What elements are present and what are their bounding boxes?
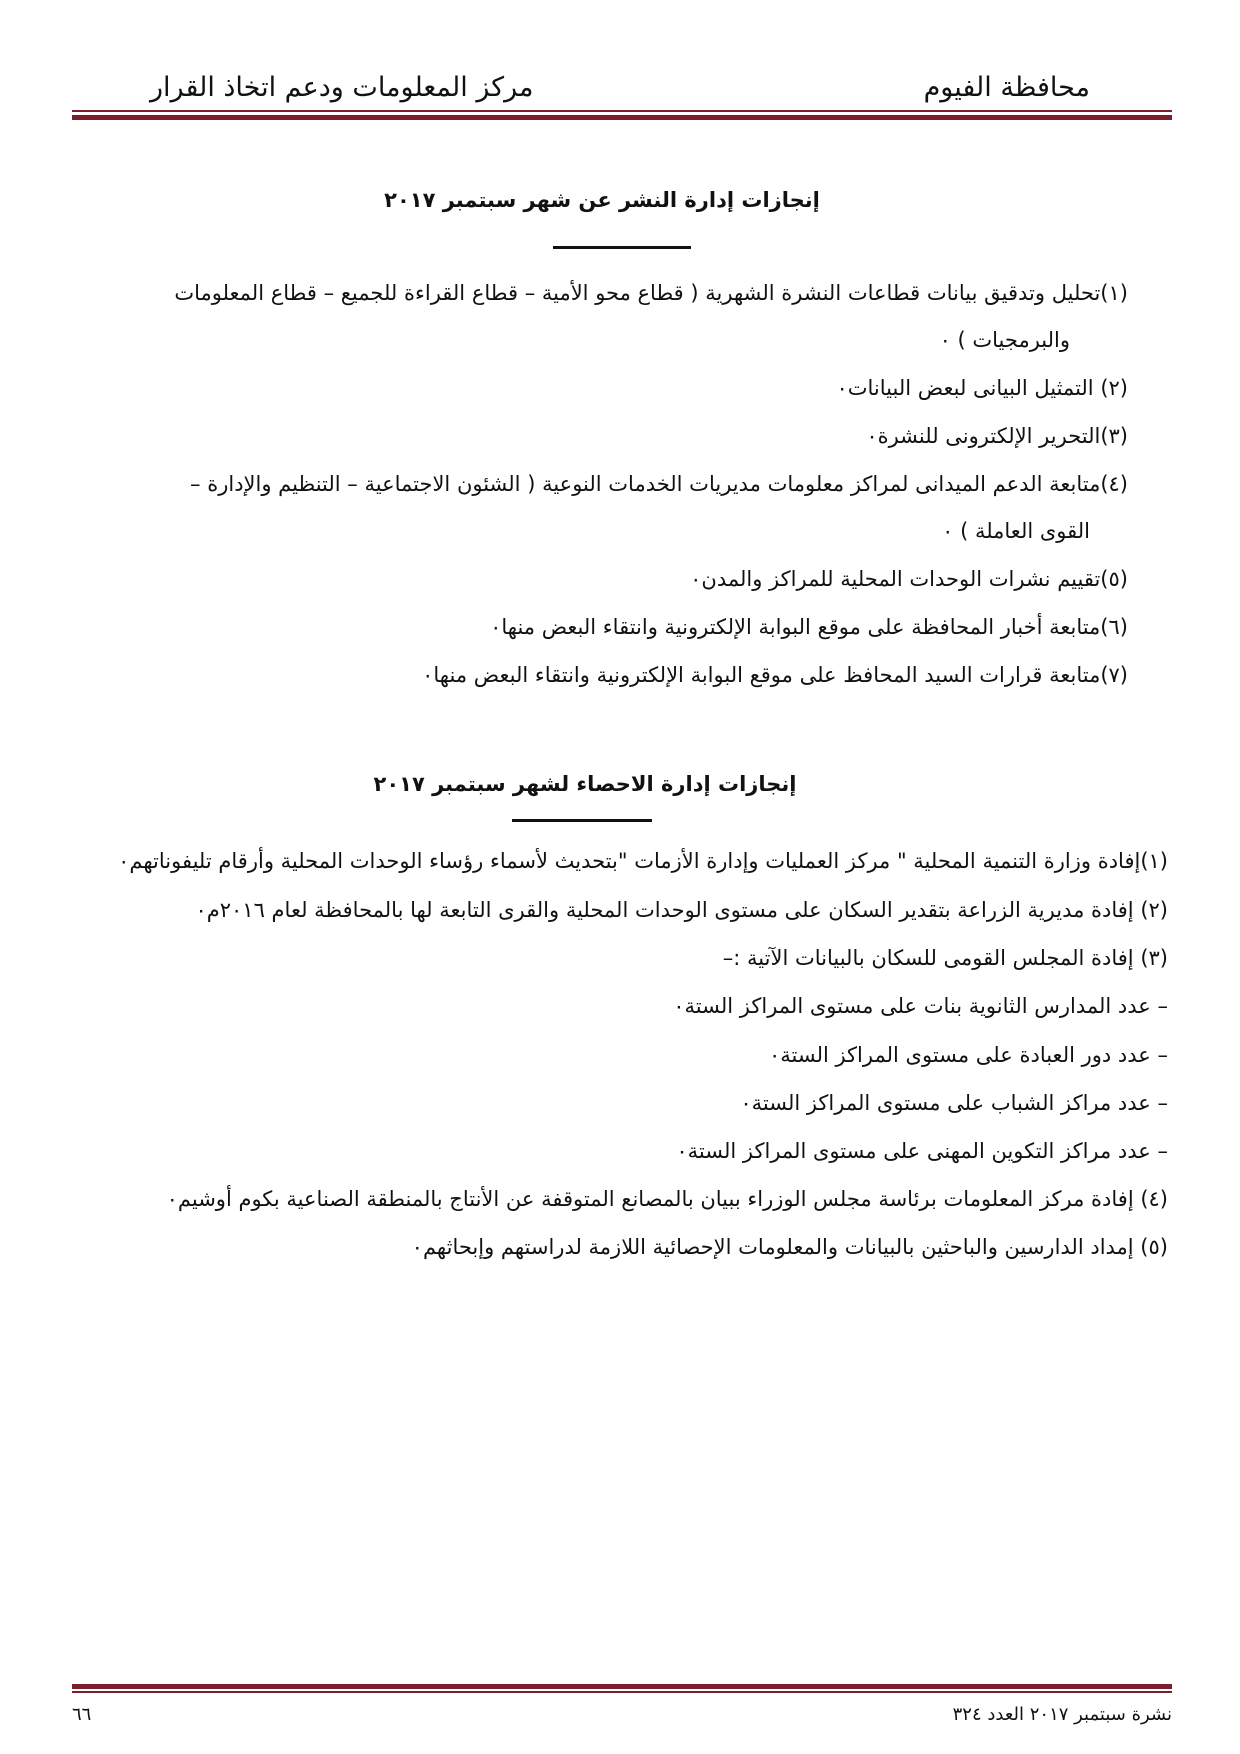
section1-item-1: (١)تحليل وتدقيق بيانات قطاعات النشرة الشهرية ( قطاع محو الأمية – قطاع القراءة للجميع – قطاع المعلومات xyxy=(174,281,1128,305)
section1-item-1-cont: والبرمجيات ) ٠ xyxy=(939,328,1070,352)
footer-rule-thick xyxy=(72,1684,1172,1689)
section1-item-4-cont: القوى العاملة ) ٠ xyxy=(942,519,1090,543)
section2-subitem-1: – عدد المدارس الثانوية بنات على مستوى المراكز الستة٠ xyxy=(673,994,1168,1018)
section1-item-5: (٥)تقييم نشرات الوحدات المحلية للمراكز والمدن٠ xyxy=(690,567,1128,591)
header-governorate: محافظة الفيوم xyxy=(923,72,1090,103)
section1-item-7: (٧)متابعة قرارات السيد المحافظ على موقع البوابة الإلكترونية وانتقاء البعض منها٠ xyxy=(422,663,1128,687)
footer-rule-thin xyxy=(72,1691,1172,1693)
section1-item-4: (٤)متابعة الدعم الميدانى لمراكز معلومات مديريات الخدمات النوعية ( الشئون الاجتماعية – التنظيم والإدارة – xyxy=(190,472,1128,496)
header-rule-thick xyxy=(72,115,1172,120)
header-rule-thin xyxy=(72,110,1172,112)
section2-subitem-4: – عدد مراكز التكوين المهنى على مستوى المراكز الستة٠ xyxy=(676,1139,1168,1163)
footer-issue-label: نشرة سبتمبر ٢٠١٧ العدد ٣٢٤ xyxy=(952,1704,1172,1725)
header-center-name: مركز المعلومات ودعم اتخاذ القرار xyxy=(150,72,534,103)
section1-underline xyxy=(553,246,691,249)
section2-item-4: (٤) إفادة مركز المعلومات برئاسة مجلس الوزراء ببيان بالمصانع المتوقفة عن الأنتاج بالمنطقة الصناعية بكوم أوشيم٠ xyxy=(166,1187,1168,1211)
section2-item-2: (٢) إفادة مديرية الزراعة بتقدير السكان على مستوى الوحدات المحلية والقرى التابعة لها بالمحافظة لعام ٢٠١٦م٠ xyxy=(195,898,1168,922)
section2-item-5: (٥) إمداد الدارسين والباحثين بالبيانات والمعلومات الإحصائية اللازمة لدراستهم وإبحاثهم٠ xyxy=(411,1235,1168,1259)
section1-title: إنجازات إدارة النشر عن شهر سبتمبر ٢٠١٧ xyxy=(384,188,820,212)
section2-subitem-2: – عدد دور العبادة على مستوى المراكز الستة٠ xyxy=(768,1043,1168,1067)
section2-title: إنجازات إدارة الاحصاء لشهر سبتمبر ٢٠١٧ xyxy=(373,772,797,796)
section2-item-1: (١)إفادة وزارة التنمية المحلية " مركز العمليات وإدارة الأزمات "بتحديث لأسماء رؤساء الوحدات المحلية وأرقام تليفوناتهم٠ xyxy=(118,849,1168,873)
section1-item-6: (٦)متابعة أخبار المحافظة على موقع البوابة الإلكترونية وانتقاء البعض منها٠ xyxy=(490,615,1128,639)
section1-item-3: (٣)التحرير الإلكترونى للنشرة٠ xyxy=(866,424,1128,448)
page-number: ٦٦ xyxy=(72,1704,92,1725)
section2-subitem-3: – عدد مراكز الشباب على مستوى المراكز الستة٠ xyxy=(740,1091,1168,1115)
section1-item-2: (٢) التمثيل البيانى لبعض البيانات٠ xyxy=(836,376,1128,400)
section2-underline xyxy=(512,819,652,822)
section2-item-3: (٣) إفادة المجلس القومى للسكان بالبيانات الآتية :– xyxy=(722,946,1168,970)
